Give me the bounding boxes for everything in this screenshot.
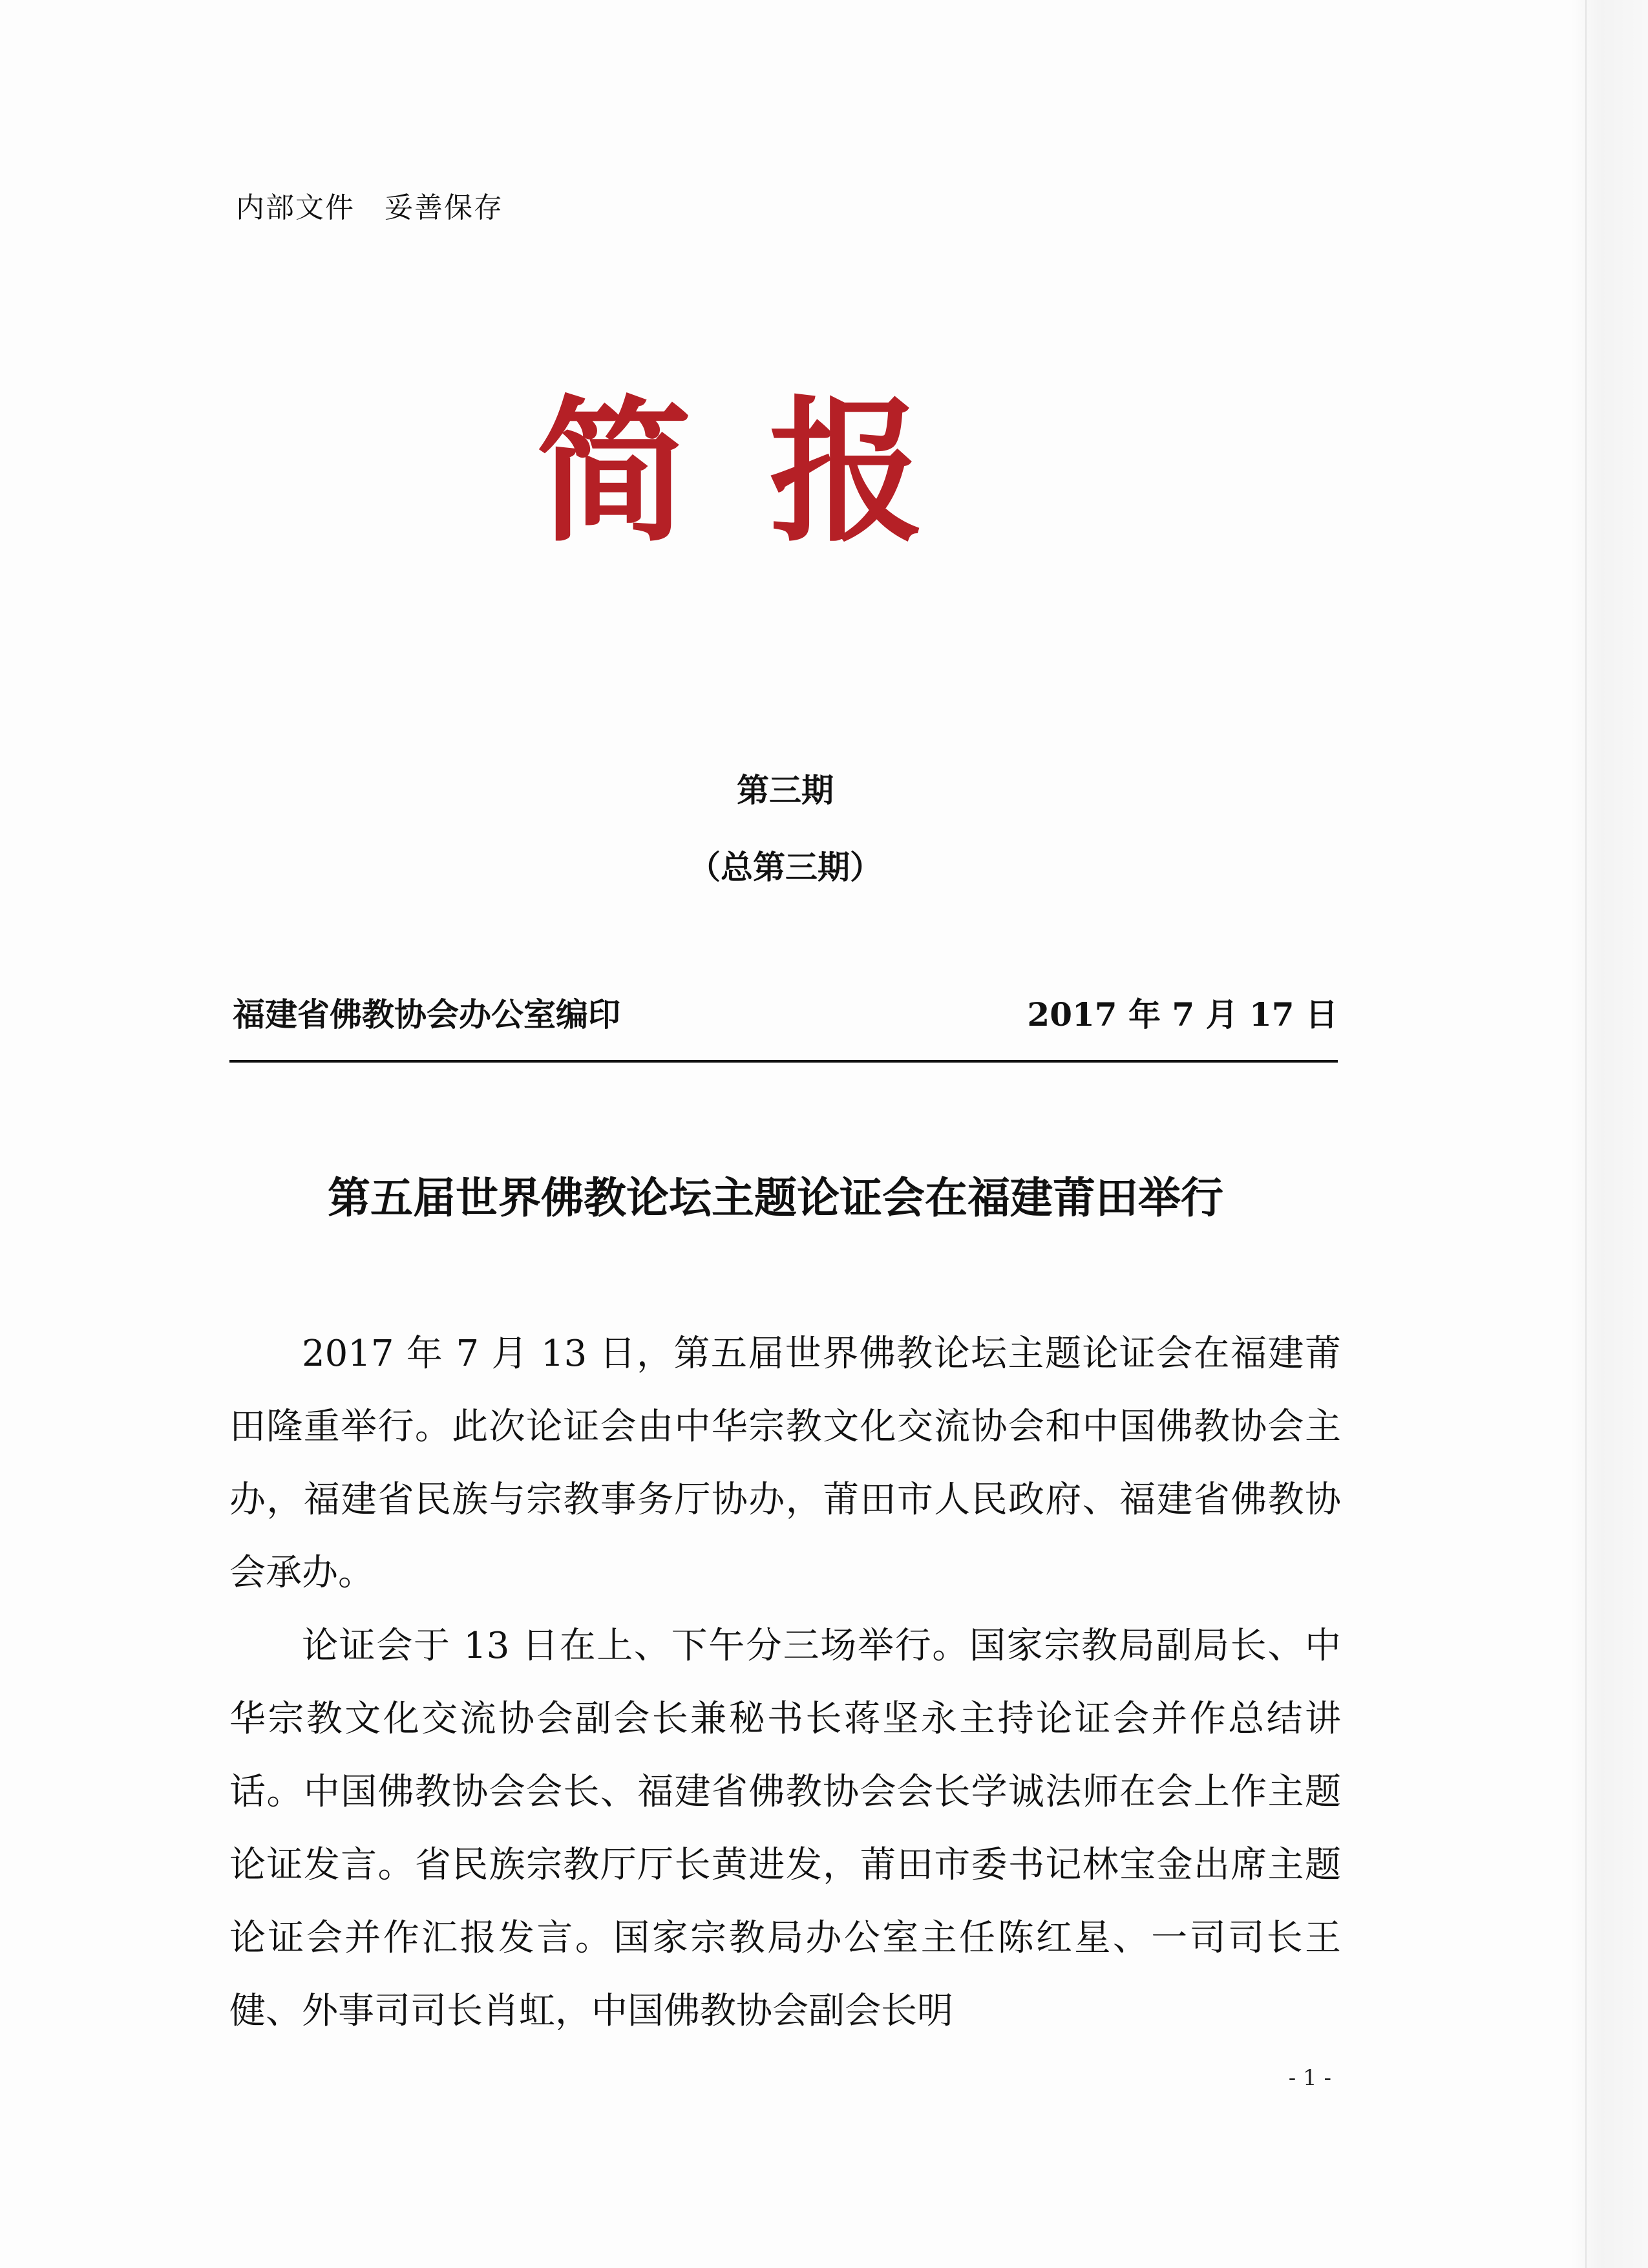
body-paragraph: 论证会于 13 日在上、下午分三场举行。国家宗教局副局长、中华宗教文化交流协会副会长兼秘书长蒋坚永主持论证会并作总结讲话。中国佛教协会会长、福建省佛教协会会长学诚法师在会上作主题论证发言。省民族宗教厅厅长黄进发，莆田市委书记林宝金出席主题论证会并作汇报发言。国家宗教局办公室主任陈红星、一司司长王健、外事司司长肖虹，中国佛教协会副会长明 <box>229 1625 1341 2032</box>
masthead-title: 简报 <box>536 381 1002 563</box>
header-divider <box>229 1060 1338 1063</box>
body-paragraph: 2017 年 7 月 13 日，第五届世界佛教论坛主题论证会在福建莆田隆重举行。此次论证会由中华宗教文化交流协会和中国佛教协会主办，福建省民族与宗教事务厅协办，莆田市人民政府、福建省佛教协会承办。 <box>229 1333 1341 1594</box>
publisher-line: 福建省佛教协会办公室编印 <box>233 996 620 1033</box>
article-headline: 第五届世界佛教论坛主题论证会在福建莆田举行 <box>328 1172 1223 1223</box>
total-issue-number: （总第三期） <box>688 849 882 886</box>
publication-date: 2017 年 7 月 17 日 <box>1027 995 1338 1033</box>
scan-edge-shadow <box>1570 0 1648 2268</box>
classification-label: 内部文件 妥善保存 <box>236 191 503 224</box>
scan-edge-line <box>1585 0 1587 2268</box>
page-number: - 1 - <box>1288 2065 1331 2091</box>
article-body <box>229 1317 1341 2048</box>
issue-number: 第三期 <box>737 772 834 809</box>
